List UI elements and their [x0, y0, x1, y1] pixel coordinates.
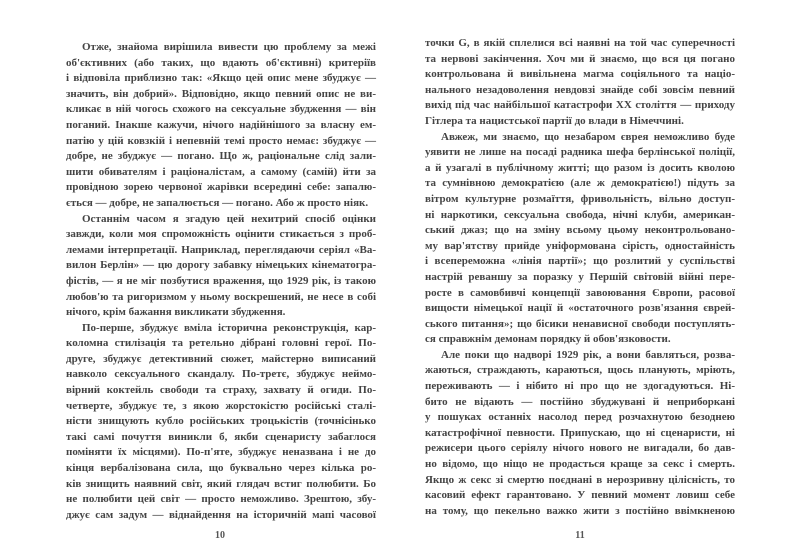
text-line: Але поки що надворі 1929 рік, а вони бавляться, розва-	[441, 348, 735, 361]
text-line: настрій реваншу за поразку у Першій світовій війні пере-	[425, 270, 735, 283]
text-line: жаються, страждають, караються, щось планують, мріють,	[425, 364, 735, 377]
text-line: нального незадоволення невдовзі знайде собі зовсім певний	[425, 83, 735, 96]
text-line: коломна стилізація та ретельно дібрані головні герої. По-	[66, 337, 376, 350]
text-line: ського питання»; що бісики ненависної свободи поступлять-	[425, 317, 735, 330]
text-line: та сумнівною демократією (але ж демократією!) підуть за	[425, 177, 735, 190]
text-line: ся справжнім демонам порядку й обов'язковости.	[425, 333, 671, 346]
text-line: на тому, що пекельно важко жити з постійно ввімкненою	[425, 504, 735, 517]
text-line: добре, не збуджує — погано. Що ж, раціональне слід зали-	[66, 150, 376, 163]
text-line: ні наркотики, сексуальна свобода, нічні клуби, американ-	[425, 208, 735, 221]
text-line: у пошуках останніх насолод перед розчахнутою безоднею	[425, 411, 735, 424]
text-line: росте в самовбивчі концепції завоювання Європи, расової	[425, 286, 735, 299]
text-line: ється — добре, не запалюється — погано. Або ж просто ніяк.	[66, 196, 369, 209]
text-line: значить, він добрий». Відповідно, якщо певний опис не ви-	[66, 87, 376, 100]
text-line: завжди, коли моя спроможність оцінити стикається з проб-	[66, 228, 376, 241]
text-line: режисери цього серіялу нічого нового не вигадали, бо дав-	[425, 442, 735, 455]
text-line: По-перше, збуджує вміла історична реконструкція, кар-	[82, 321, 376, 334]
text-line: ків знищить наявний світ, який глядач встиг полюбити. Бо	[66, 477, 376, 490]
text-line: ністи знищують кубло російських троцькістів (точнісінько	[66, 415, 376, 428]
text-line: ський джаз; що на зміну всьому цьому неконтрольовано-	[425, 224, 735, 237]
text-line: му вар'ятству прийде уніформована сірість, одностайність	[425, 239, 735, 252]
text-line: шити обивателям і раціоналістам, а самому (самій) йти за	[66, 165, 376, 178]
text-line: навколо сексуального скандалу. По-третє, збуджує неймо-	[66, 368, 376, 381]
text-line: четверте, збуджує те, з якою жорстокістю російські сталі-	[66, 399, 376, 412]
text-line: кінця вербалізована сила, що буквально через кілька ро-	[66, 462, 376, 475]
text-line: поміняти їх місцями). По-п'яте, збуджує неназвана і не до	[66, 446, 376, 459]
text-line: но відомо, що ніщо не продасться краще за секс і смерть.	[425, 458, 735, 471]
text-line: бито не відають — постійно збуджувані й неприборкані	[425, 395, 735, 408]
text-line: Якщо ж секс зі смертю поєднані в нерозривну цілісність, то	[425, 473, 735, 486]
text-line: лемами інтерпретації. Наприклад, переглядаючи серіял «Ва-	[66, 243, 376, 256]
text-line: Отже, знайома вирішила вивести цю проблему за межі	[82, 41, 376, 53]
text-line: вилон Берлін» — цю дорогу забавку німецьких кінематогра-	[66, 259, 376, 272]
text-line: не полюбити цей світ — просто неможливо. Зрештою, збу-	[66, 493, 376, 506]
text-line: друге, збуджує детективний сюжет, майстерно виписаний	[66, 352, 376, 365]
text-line: вірний коктейль свободи та страху, захвату й огиди. По-	[66, 384, 376, 397]
text-line: провідною зорею червоної жарівки всередині себе: запалю-	[66, 181, 376, 194]
text-line: Гітлера та нацистської партії до влади в Німеччині.	[425, 114, 684, 127]
right-page-text	[425, 36, 735, 519]
text-line: поганий. Інакше кажучи, нічого надійнішого за власну ем-	[66, 118, 376, 131]
page-number-right: 11	[575, 530, 585, 541]
text-line: вихід під час найбільшої катастрофи XX століття — приходу	[425, 99, 735, 112]
text-line: переживають — і нібито ні про що не здогадуються. Ні-	[425, 380, 735, 393]
text-line: вітром культурне розмаїття, фривольність, вільно доступ-	[425, 192, 735, 205]
text-line: контрольована й вивільнена магма соціяльного та націо-	[425, 68, 735, 81]
text-line: нічого, крім бажання викликати збудження.	[66, 306, 286, 319]
text-line: Останнім часом я згадую цей нехитрий спосіб оцінки	[82, 212, 376, 225]
text-line: Авжеж, ми знаємо, що незабаром єврея неможливо буде	[441, 130, 735, 143]
text-line: кликає в ній чогось схожого на сексуальне збудження — він	[66, 103, 376, 116]
text-line: точки G, в якій сплелися всі наявні на той час суперечності	[425, 37, 735, 49]
text-line: об'єктивних (або таких, що вдають об'єктивні) критеріїв	[66, 56, 376, 69]
right-page	[400, 0, 800, 557]
text-line: та нервові закінчення. Хоч ми й знаємо, що вся ця погано	[425, 52, 735, 65]
text-line: а й узагалі в публічному житті; що разом із досить кволою	[425, 161, 735, 174]
text-line: джує сам задум — віднайдення на історичній мапі часової	[66, 508, 376, 521]
left-page-text	[66, 40, 376, 523]
text-line: і відповіла приблизно так: «Якщо цей опис мене збуджує —	[66, 72, 376, 85]
text-line: патію у цій ковзкій і непевній темі просто немає: збуджує —	[66, 134, 376, 147]
text-line: катастрофічної певности. Припускаю, що ні сценаристи, ні	[425, 426, 735, 439]
text-line: касовий ефект гарантовано. У певний момент ловиш себе	[425, 489, 735, 502]
text-line: любов'ю та ригоризмом у ньому воскрешений, не несе в собі	[66, 290, 376, 303]
text-line: і всепереможна «лінія партії»; що розлитий у суспільстві	[425, 255, 735, 268]
page-number-left: 10	[215, 530, 225, 541]
text-line: такі самі почуття виникли б, якби сценаристу забаглося	[66, 430, 376, 443]
text-line: уявити не лише на посаді радника шефа берлінської поліції,	[425, 146, 735, 159]
text-line: фістів, — я не міг позбутися враження, що 1929 рік, із такою	[66, 274, 376, 287]
text-line: вищости німецької нації й «остаточного розв'язання єврей-	[425, 302, 735, 315]
